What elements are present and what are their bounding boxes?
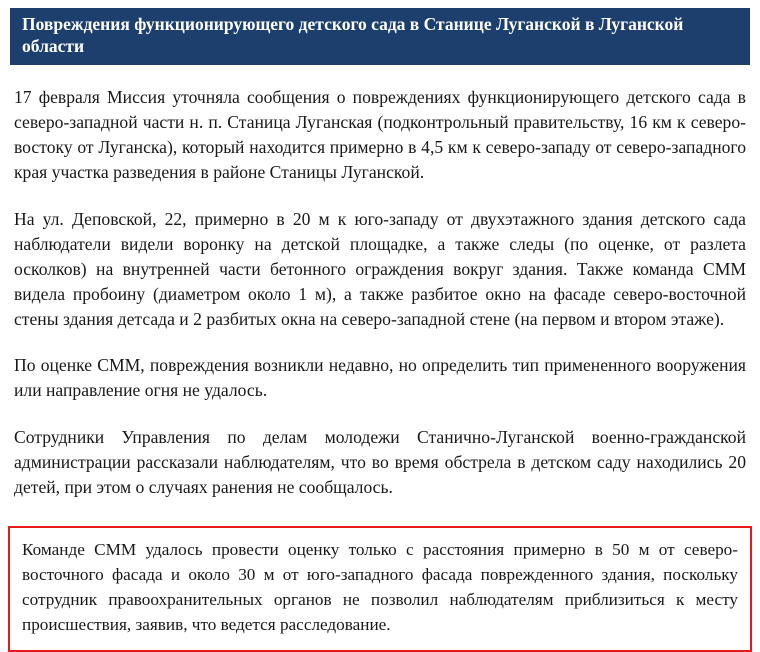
paragraph-block: [14, 207, 746, 332]
paragraph-text: На ул. Деповской, 22, примерно в 20 м к юго-западу от двухэтажного здания детского сада наблюдатели видели воронку на детской площадке, а также следы (по оценке, от разлета осколков) на внутренней части бетонного ограждения вокруг здания. Также команда СММ видела пробоину (диаметром около 1 м), а также разбитое окно на фасаде северо-восточной стены здания детсада и 2 разбитых окна на северо-западной стене (на первом и втором этаже).: [14, 208, 746, 329]
paragraph-block: [14, 425, 746, 500]
document-body: [0, 85, 760, 501]
paragraph-text: Сотрудники Управления по делам молодежи Станично-Луганской военно-гражданской администрации рассказали наблюдателям, что во время обстрела в детском саду находились 20 детей, при этом о случаях ранения не сообщалось.: [14, 427, 746, 498]
paragraph-text: По оценке СММ, повреждения возникли недавно, но определить тип примененного вооружения или направление огня не удалось.: [14, 355, 746, 401]
highlighted-callout-box: [8, 526, 752, 652]
paragraph-block: [14, 353, 746, 403]
document-page: [0, 8, 760, 644]
document-title-bar: Повреждения функционирующего детского сада в Станице Луганской в Луганской области: [10, 8, 750, 65]
paragraph-text: 17 февраля Миссия уточняла сообщения о повреждениях функционирующего детского сада в северо-западной части н. п. Станица Луганская (подконтрольный правительству, 16 км к северо-востоку от Луганска), который находится примерно в 4,5 км к северо-западу от северо-западного края участка разведения в районе Станицы Луганской.: [14, 86, 746, 182]
paragraph-block: [14, 85, 746, 185]
highlighted-paragraph-text: Команде СММ удалось провести оценку только с расстояния примерно в 50 м от северо-восточного фасада и около 30 м от юго-западного фасада поврежденного здания, поскольку сотрудник правоохранительных органов не позволил наблюдателям приблизиться к месту происшествия, заявив, что ведется расследование.: [22, 540, 738, 635]
